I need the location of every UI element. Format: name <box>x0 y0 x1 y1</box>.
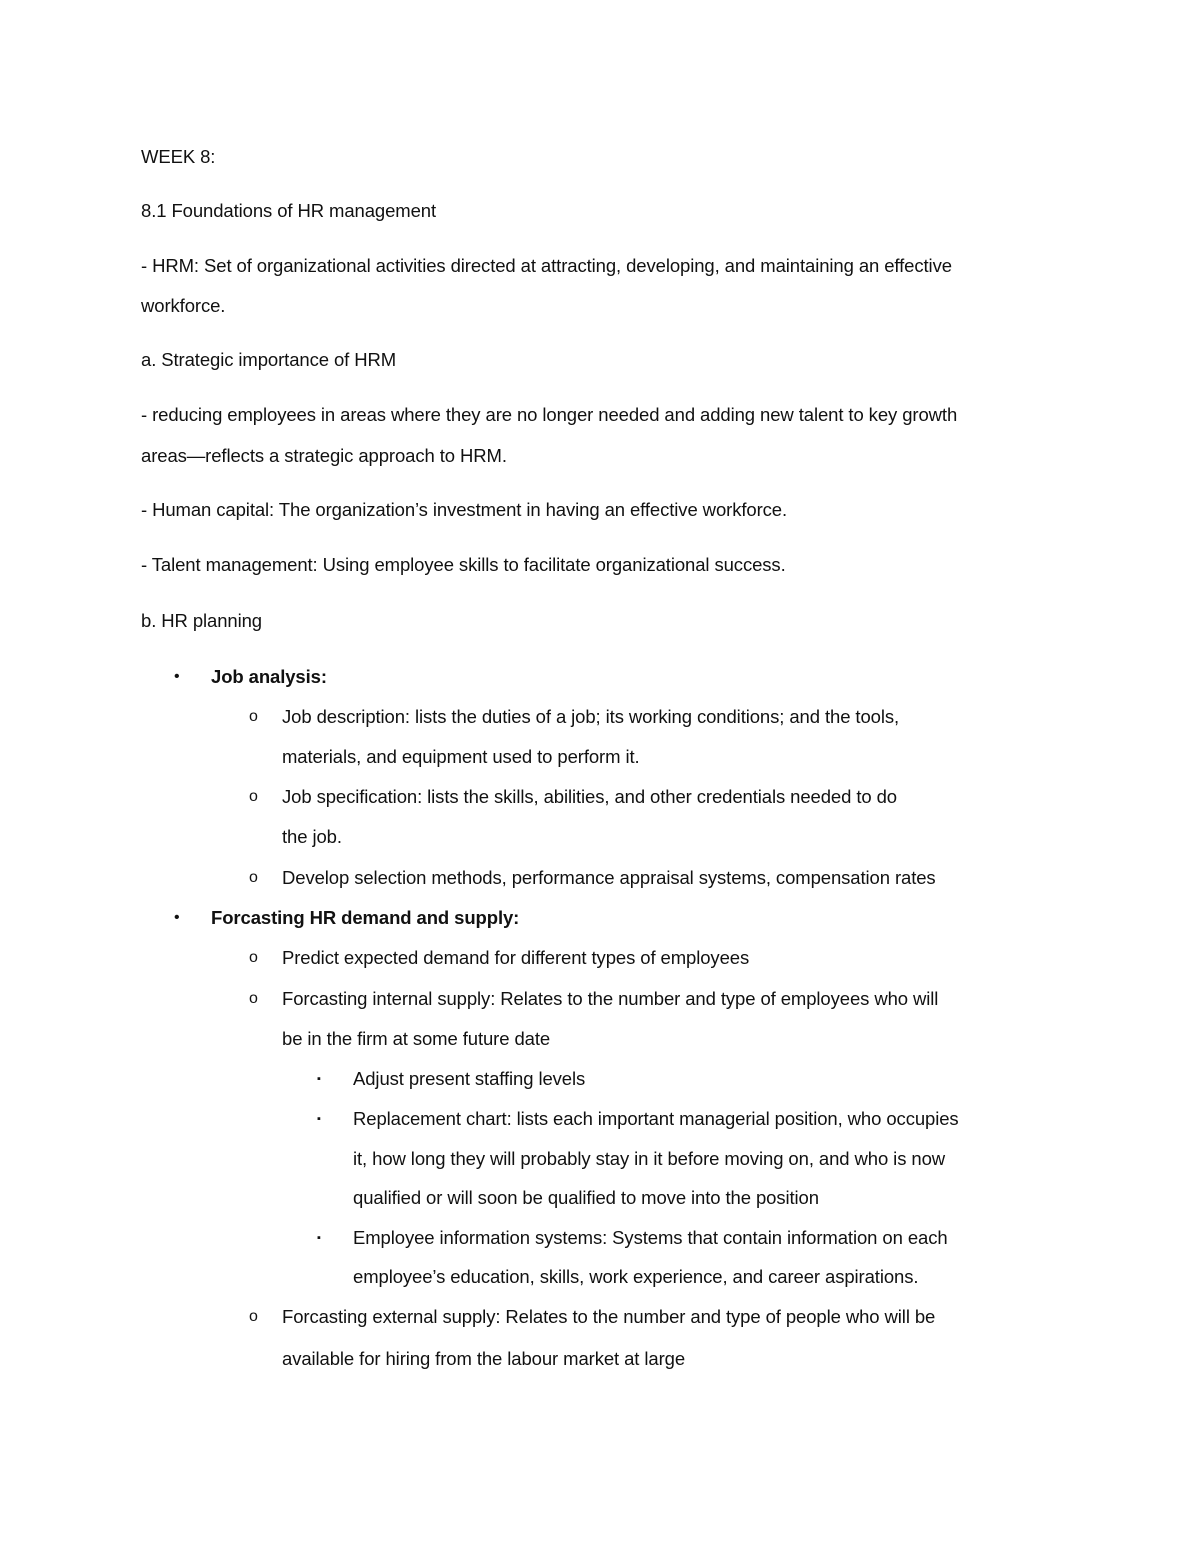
external-supply-line-1: Forcasting external supply: Relates to the number and type of people who will be <box>282 1306 936 1327</box>
job-description-line-1: Job description: lists the duties of a job; its working conditions; and the tools, <box>282 706 900 727</box>
replacement-chart-line-3: qualified or will soon be qualified to move into the position <box>353 1187 819 1208</box>
circle-bullet-icon: o <box>249 1308 258 1325</box>
human-capital-definition: - Human capital: The organization’s investment in having an effective workforce. <box>141 499 788 520</box>
replacement-chart-line-1: Replacement chart: lists each important managerial position, who occupies <box>353 1108 959 1129</box>
job-specification-line-2: the job. <box>282 826 342 847</box>
job-analysis-title: Job analysis: <box>211 666 327 687</box>
adjust-staffing-item: Adjust present staffing levels <box>353 1068 586 1089</box>
job-description-line-2: materials, and equipment used to perform it. <box>282 746 640 767</box>
hrm-definition-line-1: - HRM: Set of organizational activities directed at attracting, developing, and maintaining an effective <box>141 255 952 276</box>
replacement-chart-line-2: it, how long they will probably stay in it before moving on, and who is now <box>353 1148 946 1169</box>
predict-demand-item: Predict expected demand for different types of employees <box>282 947 750 968</box>
square-bullet-icon: ▪ <box>317 1073 321 1085</box>
internal-supply-line-2: be in the firm at some future date <box>282 1028 551 1049</box>
week-heading: WEEK 8: <box>141 146 216 167</box>
circle-bullet-icon: o <box>249 990 258 1007</box>
job-specification-line-1: Job specification: lists the skills, abilities, and other credentials needed to do <box>282 786 897 807</box>
forecasting-title: Forcasting HR demand and supply: <box>211 907 520 928</box>
section-title: 8.1 Foundations of HR management <box>141 200 437 221</box>
square-bullet-icon: ▪ <box>317 1113 321 1125</box>
talent-management-definition: - Talent management: Using employee skills to facilitate organizational success. <box>141 554 786 575</box>
employee-info-systems-line-1: Employee information systems: Systems that contain information on each <box>353 1227 948 1248</box>
strategic-text-line-1: - reducing employees in areas where they are no longer needed and adding new talent to key growth <box>141 404 958 425</box>
strategic-text-line-2: areas—reflects a strategic approach to HRM. <box>141 445 507 466</box>
circle-bullet-icon: o <box>249 949 258 966</box>
subsection-a-title: a. Strategic importance of HRM <box>141 349 397 370</box>
internal-supply-line-1: Forcasting internal supply: Relates to the number and type of employees who will <box>282 988 939 1009</box>
circle-bullet-icon: o <box>249 708 258 725</box>
subsection-b-title: b. HR planning <box>141 610 262 631</box>
external-supply-line-2: available for hiring from the labour market at large <box>282 1348 686 1369</box>
employee-info-systems-line-2: employee’s education, skills, work experience, and career aspirations. <box>353 1266 919 1287</box>
disc-bullet-icon: • <box>174 909 180 926</box>
circle-bullet-icon: o <box>249 869 258 886</box>
square-bullet-icon: ▪ <box>317 1232 321 1244</box>
circle-bullet-icon: o <box>249 788 258 805</box>
disc-bullet-icon: • <box>174 668 180 685</box>
develop-methods-item: Develop selection methods, performance appraisal systems, compensation rates <box>282 867 936 888</box>
hrm-definition-line-2: workforce. <box>141 295 226 316</box>
